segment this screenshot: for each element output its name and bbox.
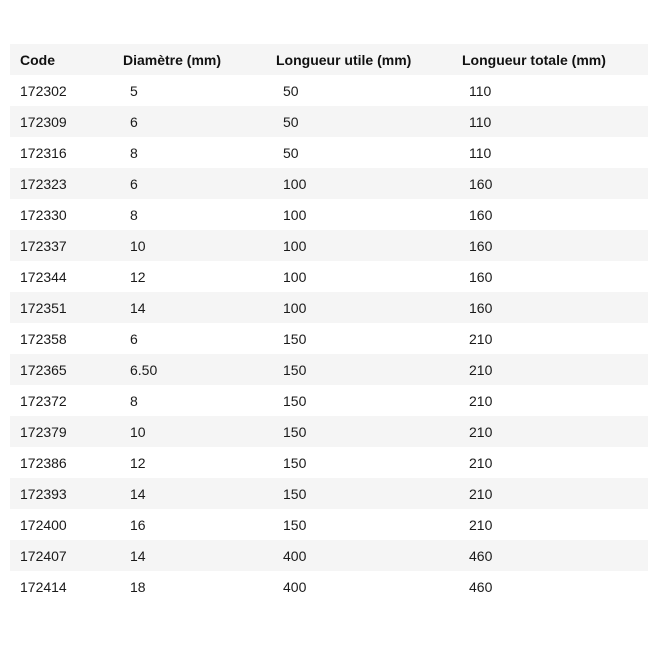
header-diameter: Diamètre (mm) [113, 44, 266, 75]
cell-diameter: 6 [113, 168, 266, 199]
table-row [10, 106, 648, 137]
table-row [10, 261, 648, 292]
cell-diameter: 12 [113, 261, 266, 292]
table-body [10, 75, 648, 602]
cell-diameter: 18 [113, 571, 266, 602]
cell-diameter: 10 [113, 230, 266, 261]
cell-useful-length: 400 [266, 571, 452, 602]
cell-total-length: 210 [452, 323, 648, 354]
cell-code: 172400 [10, 509, 113, 540]
cell-useful-length: 150 [266, 323, 452, 354]
cell-diameter: 8 [113, 385, 266, 416]
table-row [10, 447, 648, 478]
cell-total-length: 110 [452, 75, 648, 106]
cell-diameter: 10 [113, 416, 266, 447]
cell-diameter: 6 [113, 106, 266, 137]
table-row [10, 478, 648, 509]
table-row [10, 137, 648, 168]
cell-diameter: 5 [113, 75, 266, 106]
cell-useful-length: 400 [266, 540, 452, 571]
cell-diameter: 6 [113, 323, 266, 354]
cell-code: 172358 [10, 323, 113, 354]
cell-useful-length: 150 [266, 447, 452, 478]
cell-useful-length: 50 [266, 106, 452, 137]
cell-total-length: 160 [452, 168, 648, 199]
table-row [10, 292, 648, 323]
cell-useful-length: 100 [266, 292, 452, 323]
cell-useful-length: 50 [266, 75, 452, 106]
table-row [10, 323, 648, 354]
cell-diameter: 14 [113, 540, 266, 571]
cell-code: 172316 [10, 137, 113, 168]
cell-total-length: 210 [452, 354, 648, 385]
table-header-row [10, 44, 648, 75]
cell-total-length: 160 [452, 292, 648, 323]
header-useful-length: Longueur utile (mm) [266, 44, 452, 75]
cell-useful-length: 150 [266, 478, 452, 509]
table-row [10, 509, 648, 540]
cell-code: 172372 [10, 385, 113, 416]
table-row [10, 385, 648, 416]
product-spec-table [10, 44, 648, 602]
cell-total-length: 210 [452, 385, 648, 416]
product-spec-table-container [10, 44, 648, 602]
cell-diameter: 6.50 [113, 354, 266, 385]
cell-useful-length: 100 [266, 199, 452, 230]
cell-useful-length: 100 [266, 261, 452, 292]
cell-code: 172302 [10, 75, 113, 106]
cell-diameter: 14 [113, 292, 266, 323]
cell-total-length: 210 [452, 478, 648, 509]
cell-total-length: 110 [452, 106, 648, 137]
cell-total-length: 460 [452, 540, 648, 571]
cell-code: 172330 [10, 199, 113, 230]
cell-code: 172351 [10, 292, 113, 323]
cell-code: 172414 [10, 571, 113, 602]
header-code: Code [10, 44, 113, 75]
cell-code: 172309 [10, 106, 113, 137]
table-row [10, 571, 648, 602]
cell-code: 172323 [10, 168, 113, 199]
cell-total-length: 160 [452, 261, 648, 292]
table-row [10, 354, 648, 385]
cell-useful-length: 150 [266, 416, 452, 447]
cell-code: 172379 [10, 416, 113, 447]
table-row [10, 199, 648, 230]
cell-total-length: 210 [452, 416, 648, 447]
cell-diameter: 8 [113, 137, 266, 168]
cell-useful-length: 50 [266, 137, 452, 168]
cell-useful-length: 150 [266, 354, 452, 385]
cell-useful-length: 100 [266, 168, 452, 199]
cell-total-length: 210 [452, 447, 648, 478]
table-row [10, 540, 648, 571]
cell-total-length: 110 [452, 137, 648, 168]
cell-diameter: 12 [113, 447, 266, 478]
cell-useful-length: 150 [266, 385, 452, 416]
cell-code: 172393 [10, 478, 113, 509]
cell-diameter: 14 [113, 478, 266, 509]
cell-total-length: 460 [452, 571, 648, 602]
cell-code: 172386 [10, 447, 113, 478]
cell-code: 172407 [10, 540, 113, 571]
cell-code: 172344 [10, 261, 113, 292]
table-row [10, 75, 648, 106]
cell-total-length: 210 [452, 509, 648, 540]
table-row [10, 416, 648, 447]
cell-total-length: 160 [452, 230, 648, 261]
cell-code: 172337 [10, 230, 113, 261]
cell-diameter: 8 [113, 199, 266, 230]
table-row [10, 168, 648, 199]
table-row [10, 230, 648, 261]
cell-diameter: 16 [113, 509, 266, 540]
cell-useful-length: 100 [266, 230, 452, 261]
cell-useful-length: 150 [266, 509, 452, 540]
header-total-length: Longueur totale (mm) [452, 44, 648, 75]
cell-code: 172365 [10, 354, 113, 385]
cell-total-length: 160 [452, 199, 648, 230]
